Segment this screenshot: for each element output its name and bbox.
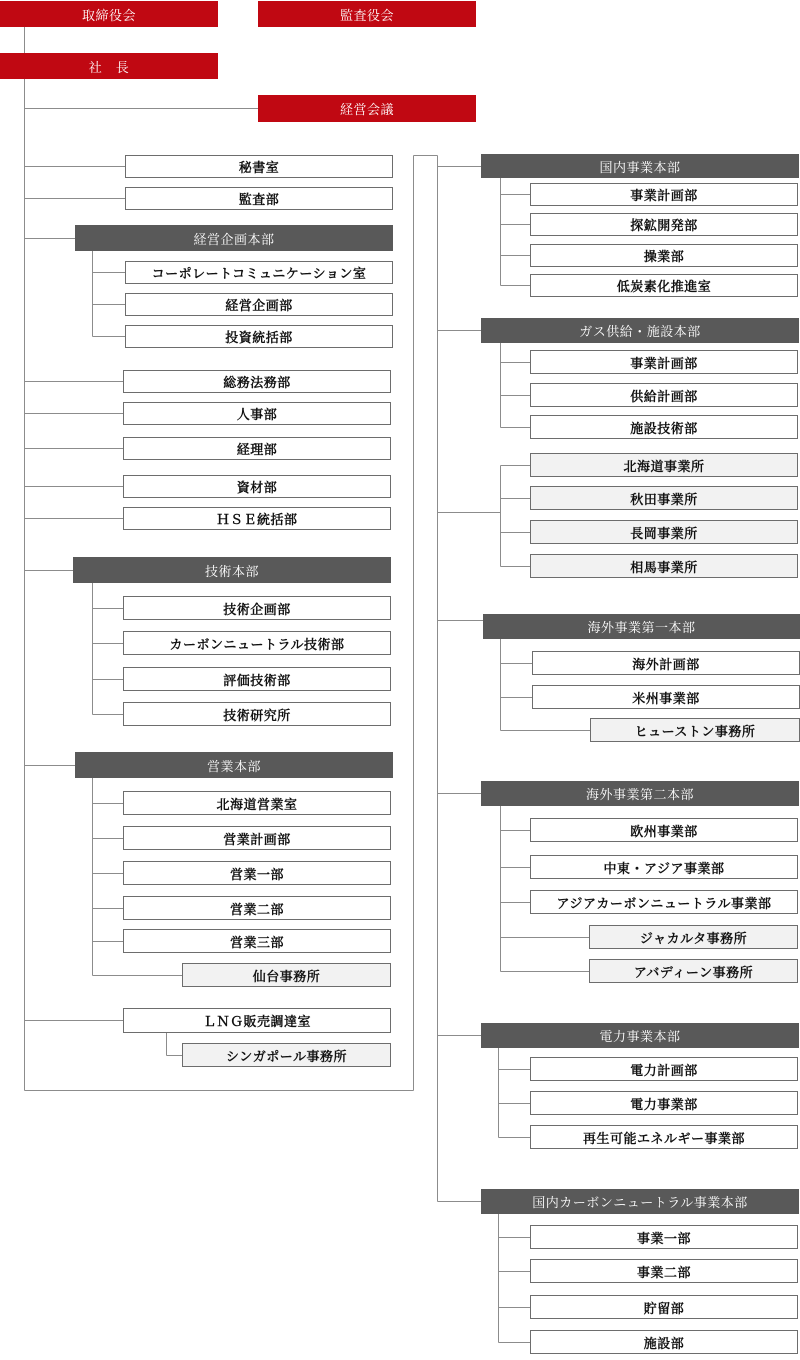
tech-planning-box: 技術企画部 bbox=[123, 596, 391, 620]
europe-business-box: 欧州事業部 bbox=[530, 818, 798, 842]
tech-research-box: 技術研究所 bbox=[123, 702, 391, 726]
gas-supply-hq-header: ガス供給・施設本部 bbox=[481, 318, 799, 343]
corp-communication-box: コーポレートコミュニケーション室 bbox=[125, 261, 393, 284]
exploration-dev-box: 探鉱開発部 bbox=[530, 213, 798, 236]
domestic-business-planning-box: 事業計画部 bbox=[530, 183, 798, 206]
akita-office-box: 秋田事業所 bbox=[530, 486, 798, 510]
accounting-box: 経理部 bbox=[123, 437, 391, 460]
secretariat-box: 秘書室 bbox=[125, 155, 393, 178]
president-box: 社 長 bbox=[0, 53, 218, 79]
power-business-box: 電力事業部 bbox=[530, 1091, 798, 1115]
domestic-cn-hq-header: 国内カーボンニュートラル事業本部 bbox=[481, 1189, 799, 1214]
domestic-hq-header: 国内事業本部 bbox=[481, 154, 799, 178]
aberdeen-office-box: アバディーン事務所 bbox=[589, 959, 798, 983]
sales-planning-box: 営業計画部 bbox=[123, 826, 391, 850]
general-legal-box: 総務法務部 bbox=[123, 370, 391, 393]
hse-box: ＨＳＥ統括部 bbox=[123, 507, 391, 530]
investment-mgmt-box: 投資統括部 bbox=[125, 325, 393, 348]
lng-procurement-box: ＬＮＧ販売調達室 bbox=[123, 1008, 391, 1033]
operations-box: 操業部 bbox=[530, 244, 798, 267]
facility-tech-box: 施設技術部 bbox=[530, 415, 798, 439]
asia-cn-business-box: アジアカーボンニュートラル事業部 bbox=[530, 890, 798, 914]
overseas-2-hq-header: 海外事業第二本部 bbox=[481, 781, 799, 806]
renewable-energy-box: 再生可能エネルギー事業部 bbox=[530, 1125, 798, 1149]
power-planning-box: 電力計画部 bbox=[530, 1057, 798, 1081]
nagaoka-office-box: 長岡事業所 bbox=[530, 520, 798, 544]
facilities-dept-box: 施設部 bbox=[530, 1330, 798, 1354]
gas-business-planning-box: 事業計画部 bbox=[530, 350, 798, 374]
low-carbon-box: 低炭素化推進室 bbox=[530, 274, 798, 297]
sales-dept-2-box: 営業二部 bbox=[123, 896, 391, 920]
technology-hq-header: 技術本部 bbox=[73, 557, 391, 583]
corp-planning-hq-header: 経営企画本部 bbox=[75, 225, 393, 251]
americas-business-box: 米州事業部 bbox=[532, 685, 800, 709]
board-of-directors-box: 取締役会 bbox=[0, 1, 218, 27]
power-hq-header: 電力事業本部 bbox=[481, 1023, 799, 1048]
cn-business-2-box: 事業二部 bbox=[530, 1259, 798, 1283]
audit-dept-box: 監査部 bbox=[125, 187, 393, 210]
sales-dept-1-box: 営業一部 bbox=[123, 861, 391, 885]
overseas-1-hq-header: 海外事業第一本部 bbox=[483, 614, 800, 639]
jakarta-office-box: ジャカルタ事務所 bbox=[589, 925, 798, 949]
soma-office-box: 相馬事業所 bbox=[530, 554, 798, 578]
overseas-planning-box: 海外計画部 bbox=[532, 651, 800, 675]
singapore-office-box: シンガポール事務所 bbox=[182, 1043, 391, 1067]
audit-board-box: 監査役会 bbox=[258, 1, 476, 27]
corp-planning-dept-box: 経営企画部 bbox=[125, 293, 393, 316]
evaluation-tech-box: 評価技術部 bbox=[123, 667, 391, 691]
sendai-office-box: 仙台事務所 bbox=[182, 963, 391, 987]
management-meeting-box: 経営会議 bbox=[258, 95, 476, 122]
houston-office-box: ヒューストン事務所 bbox=[590, 718, 800, 742]
cn-technology-box: カーボンニュートラル技術部 bbox=[123, 631, 391, 655]
storage-dept-box: 貯留部 bbox=[530, 1295, 798, 1319]
middle-east-asia-box: 中東・アジア事業部 bbox=[530, 855, 798, 879]
sales-dept-3-box: 営業三部 bbox=[123, 929, 391, 953]
sales-hq-header: 営業本部 bbox=[75, 752, 393, 778]
cn-business-1-box: 事業一部 bbox=[530, 1225, 798, 1249]
hokkaido-office-box: 北海道事業所 bbox=[530, 453, 798, 477]
materials-box: 資材部 bbox=[123, 475, 391, 498]
hokkaido-sales-box: 北海道営業室 bbox=[123, 791, 391, 815]
supply-planning-box: 供給計画部 bbox=[530, 383, 798, 407]
hr-box: 人事部 bbox=[123, 402, 391, 425]
